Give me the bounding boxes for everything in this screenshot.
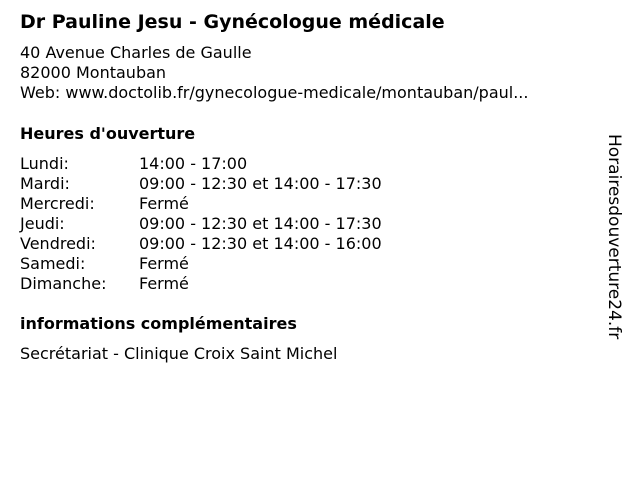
time-value: Fermé — [139, 274, 189, 293]
address-street: 40 Avenue Charles de Gaulle — [20, 43, 252, 62]
hours-row-monday — [20, 154, 382, 174]
day-label: Jeudi: — [20, 214, 65, 233]
day-label: Vendredi: — [20, 234, 96, 253]
website-text: Web: www.doctolib.fr/gynecologue-medicale/montauban/paul... — [20, 83, 529, 102]
site-watermark: Horairesdouverture24.fr — [604, 134, 624, 340]
hours-row-sunday — [20, 274, 382, 294]
hours-row-wednesday — [20, 194, 382, 214]
time-value: 09:00 - 12:30 et 14:00 - 17:30 — [139, 214, 382, 233]
additional-info-text: Secrétariat - Clinique Croix Saint Michel — [20, 344, 338, 363]
address-city: 82000 Montauban — [20, 63, 167, 82]
day-label: Dimanche: — [20, 274, 107, 293]
time-value: Fermé — [139, 194, 189, 213]
hours-row-thursday — [20, 214, 382, 234]
opening-hours-list — [20, 154, 382, 294]
time-value: Fermé — [139, 254, 189, 273]
hours-row-friday — [20, 234, 382, 254]
address-block — [20, 43, 528, 103]
time-value: 09:00 - 12:30 et 14:00 - 17:30 — [139, 174, 382, 193]
day-label: Mardi: — [20, 174, 70, 193]
day-label: Samedi: — [20, 254, 86, 273]
day-label: Mercredi: — [20, 194, 95, 213]
hours-row-saturday — [20, 254, 382, 274]
opening-hours-heading: Heures d'ouverture — [20, 124, 196, 143]
additional-info-heading: informations complémentaires — [20, 314, 297, 333]
time-value: 14:00 - 17:00 — [139, 154, 248, 173]
hours-row-tuesday — [20, 174, 382, 194]
day-label: Lundi: — [20, 154, 69, 173]
time-value: 09:00 - 12:30 et 14:00 - 16:00 — [139, 234, 382, 253]
page-title: Dr Pauline Jesu - Gynécologue médicale — [20, 11, 445, 33]
